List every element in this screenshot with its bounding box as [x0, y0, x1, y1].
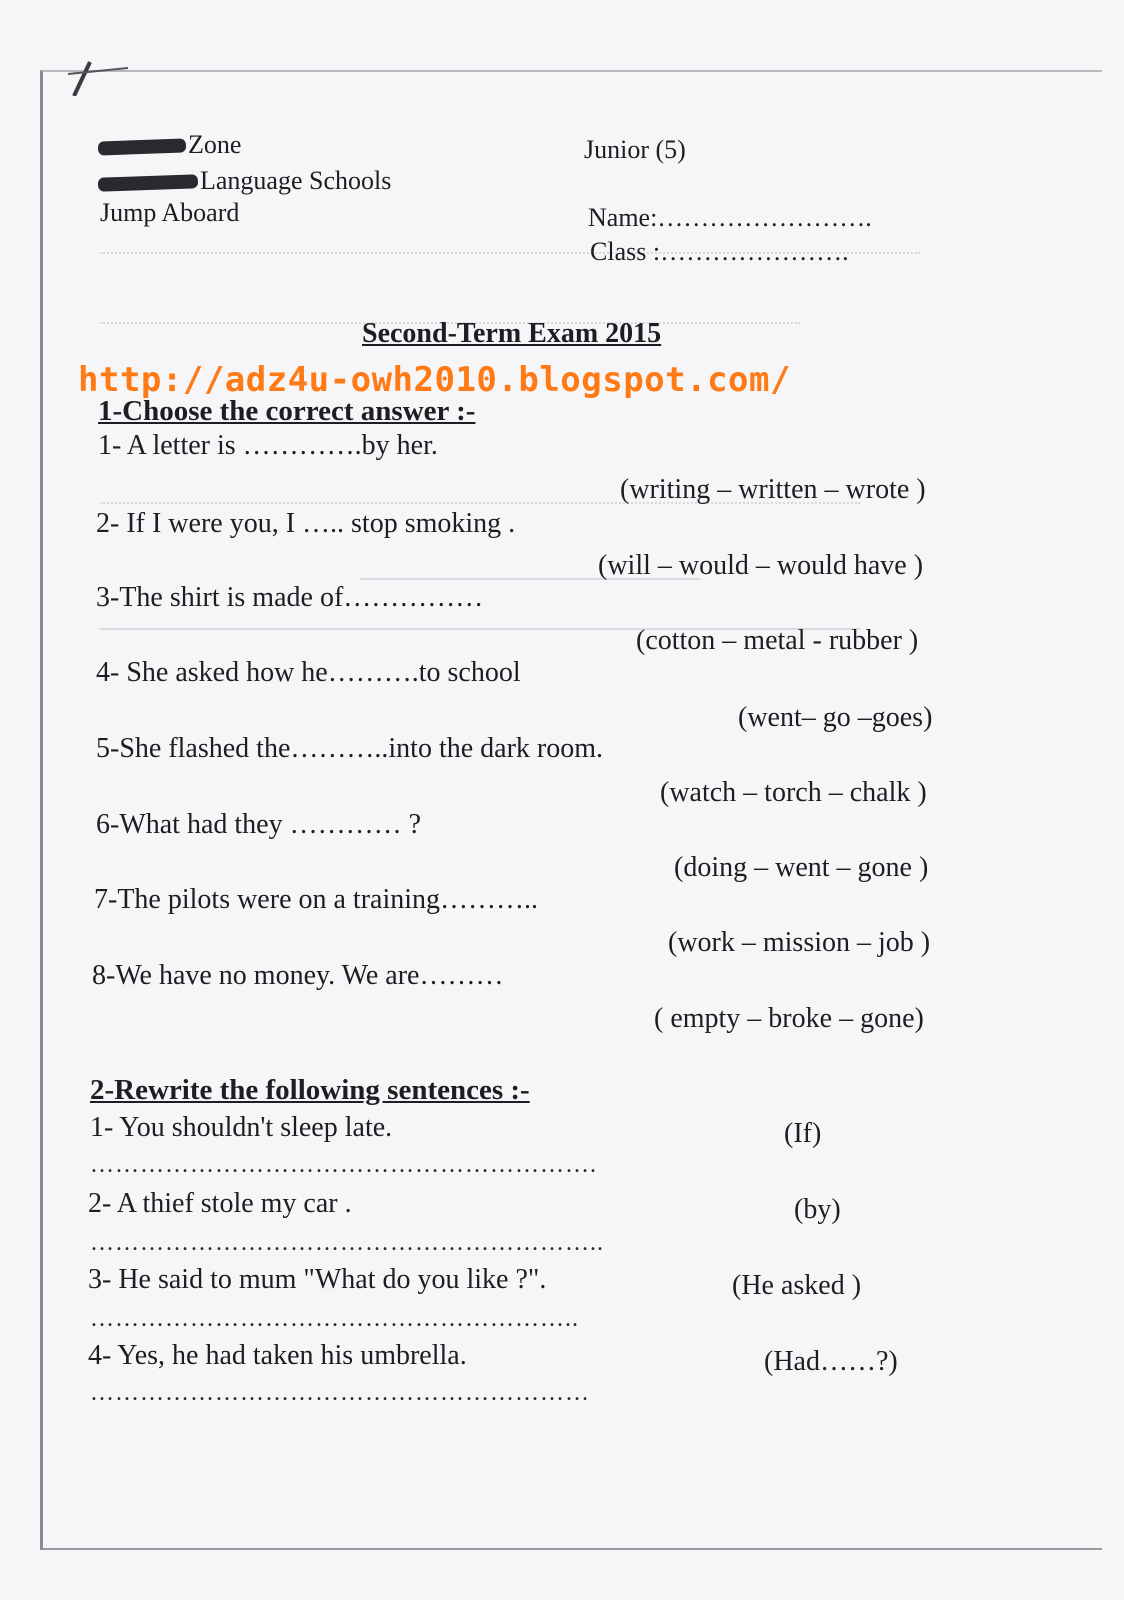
- grade-label: Junior (5): [584, 135, 686, 164]
- book-title: Jump Aboard: [100, 198, 240, 227]
- staple-mark: [62, 56, 132, 96]
- rewrite-item-3: 3- He said to mum "What do you like ?".: [88, 1264, 547, 1295]
- redacted-name: [98, 138, 186, 155]
- exam-title: Second-Term Exam 2015: [362, 318, 662, 349]
- rewrite-item-1-hint: (If): [784, 1118, 822, 1149]
- question-7: 7-The pilots were on a training………..: [94, 884, 539, 915]
- question-1: 1- A letter is ………….by her.: [98, 430, 438, 461]
- rewrite-item-2-answer-line: ……………………………………………………..: [90, 1230, 604, 1256]
- rewrite-item-2: 2- A thief stole my car .: [88, 1188, 352, 1219]
- rewrite-item-3-answer-line: …………………………………………………..: [90, 1306, 579, 1332]
- rewrite-item-1: 1- You shouldn't sleep late.: [90, 1112, 393, 1143]
- question-5: 5-She flashed the………..into the dark room.: [96, 733, 604, 764]
- zone-line: [98, 130, 241, 160]
- schools-label: Language Schools: [200, 166, 392, 195]
- question-6: 6-What had they ………… ?: [96, 809, 422, 840]
- question-1-options: (writing – written – wrote ): [620, 474, 926, 505]
- rewrite-item-1-answer-line: …………………………………………………….: [90, 1152, 597, 1178]
- question-8-options: ( empty – broke – gone): [654, 1003, 924, 1034]
- question-4: 4- She asked how he……….to school: [96, 657, 521, 688]
- question-3: 3-The shirt is made of……………: [96, 582, 484, 613]
- section2-title: 2-Rewrite the following sentences :-: [90, 1074, 530, 1106]
- question-6-options: (doing – went – gone ): [674, 852, 929, 883]
- class-field: Class :………………….: [590, 237, 849, 266]
- question-8: 8-We have no money. We are………: [92, 960, 504, 991]
- section1-title: 1-Choose the correct answer :-: [98, 395, 476, 427]
- question-7-options: (work – mission – job ): [668, 927, 931, 958]
- rewrite-item-4: 4- Yes, he had taken his umbrella.: [88, 1340, 467, 1371]
- question-5-options: (watch – torch – chalk ): [660, 777, 927, 808]
- question-2-options: (will – would – would have ): [598, 550, 924, 581]
- rewrite-item-2-hint: (by): [794, 1194, 841, 1225]
- rewrite-item-4-answer-line: ……………………………………………………: [90, 1380, 590, 1406]
- question-2: 2- If I were you, I ….. stop smoking .: [96, 508, 516, 539]
- zone-label: Zone: [188, 130, 242, 159]
- name-field: Name:…………………….: [588, 203, 872, 232]
- question-3-options: (cotton – metal - rubber ): [636, 625, 919, 656]
- question-4-options: (went– go –goes): [738, 702, 933, 733]
- schools-line: [98, 166, 391, 196]
- rewrite-item-4-hint: (Had……?): [764, 1346, 898, 1377]
- watermark-url: http://adz4u-owh2010.blogspot.com/: [78, 360, 791, 400]
- redacted-name: [98, 174, 198, 191]
- rewrite-item-3-hint: (He asked ): [732, 1270, 862, 1301]
